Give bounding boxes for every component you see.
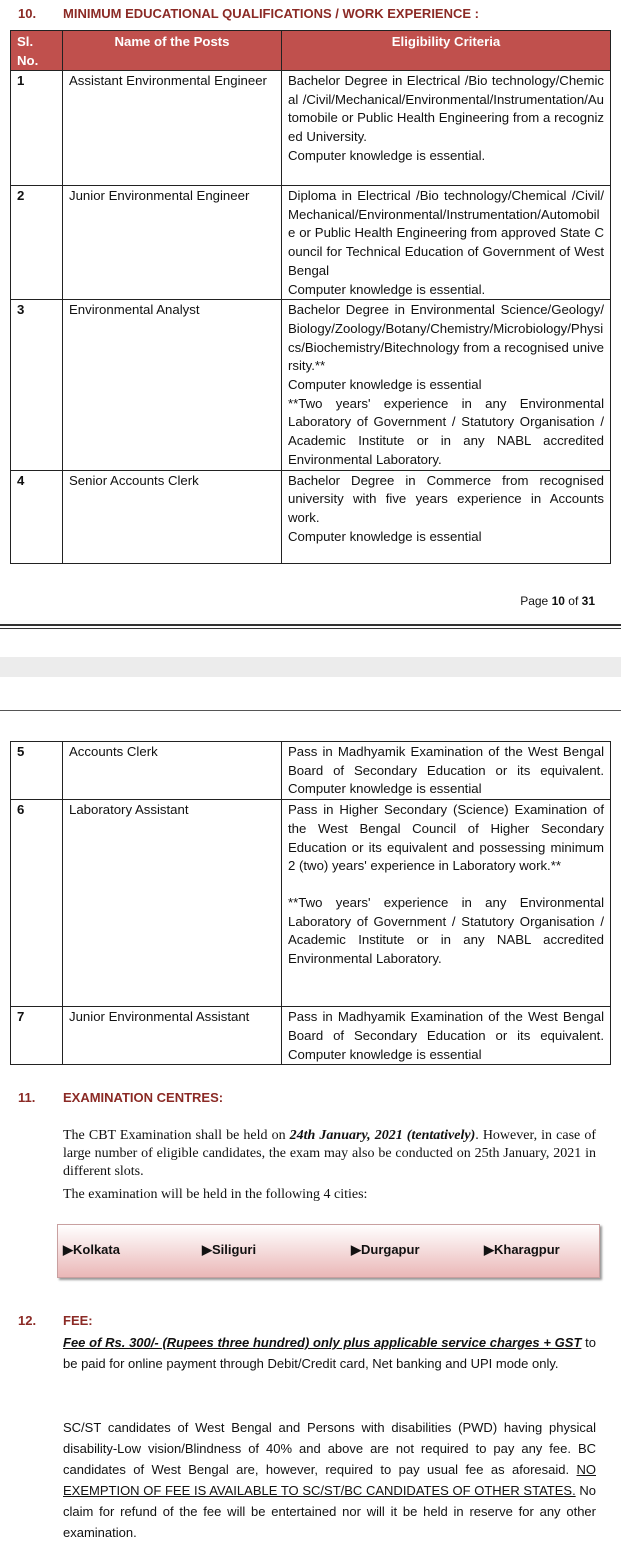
row-criteria [282,742,611,800]
qualifications-table-part2 [10,741,611,1065]
cities-intro: The examination will be held in the following 4 cities: [63,1187,368,1202]
criteria-text: Pass in Madhyamik Examination of the West Bengal Board of Secondary Education or its equivalent. Computer knowledge is essential [288,1009,604,1062]
header-post-name: Name of the Posts [63,31,282,71]
header-criteria: Eligibility Criteria [282,31,611,71]
row-post: Senior Accounts Clerk [63,470,282,563]
text: The CBT Examination shall be held on [63,1128,290,1143]
row-sl: 3 [11,300,63,470]
section-10-title: MINIMUM EDUCATIONAL QUALIFICATIONS / WORK EXPERIENCE : [63,6,479,21]
page-number [520,594,595,608]
city-kolkata [63,1242,120,1258]
criteria-text: Bachelor Degree in Electrical /Bio technology/Chemical /Civil/Mechanical/Environmental/Instrumentation/Automobile or Public Health Engineering from a recognized University. [288,73,604,145]
fee-paragraph [63,1332,596,1374]
criteria-text: Pass in Madhyamik Examination of the West Bengal Board of Secondary Education or its equivalent. Computer knowledge is essential [288,744,604,797]
row-post: Junior Environmental Assistant [63,1007,282,1065]
page-top-divider [0,710,621,711]
criteria-text: **Two years' experience in any Environmental Laboratory of Government / Statutory Organisation / Academic Institute or in any NABL accredited Environmental Laboratory. [288,894,604,967]
table-row [11,300,611,470]
section-10-number: 10. [18,6,37,21]
criteria-text: **Two years' experience in any Environmental Laboratory of Government / Statutory Organisation / Academic Institute or in any NABL accredited Environmental Laboratory. [288,395,604,467]
page-total: 31 [581,594,595,608]
city-name: Durgapur [361,1242,420,1257]
row-sl: 4 [11,470,63,563]
row-sl: 7 [11,1007,63,1065]
table-row [11,186,611,300]
row-post: Environmental Analyst [63,300,282,470]
row-post: Laboratory Assistant [63,800,282,1007]
criteria-text: Bachelor Degree in Environmental Science/Geology/Biology/Zoology/Botany/Chemistry/Microbiology/Physics/Biochemistry/Bitechnology from a recognised university.** [288,302,604,374]
text: to be paid for online payment through Debit/Credit card, Net banking and UPI mode only. [63,1335,596,1371]
triangle-bullet-icon: ▶ [202,1242,212,1257]
city-name: Kolkata [73,1242,120,1257]
cities-box [57,1224,600,1278]
row-criteria [282,470,611,563]
row-sl: 2 [11,186,63,300]
criteria-text: Computer knowledge is essential [288,377,482,393]
page-sep: of [568,594,579,608]
row-criteria [282,300,611,470]
row-sl: 1 [11,71,63,186]
exam-date-paragraph [63,1127,596,1181]
exam-date: 24th January, 2021 (tentatively) [289,1128,476,1143]
row-sl: 5 [11,742,63,800]
header-sl-no: Sl. No. [11,31,63,71]
section-12-title: FEE: [63,1313,93,1328]
city-name: Kharagpur [494,1242,560,1257]
criteria-text: Diploma in Electrical /Bio technology/Chemical /Civil/Mechanical/Environmental/Instrumentation/Automobile or Public Health Engineering from approved State Council for Technical Education of Government of West Bengal [288,188,604,278]
fee-amount: Fee of Rs. 300/- (Rupees three hundred) only plus applicable service charges + GST [63,1335,582,1350]
table-header [11,31,611,71]
table-row [11,1007,611,1065]
page-break-divider [0,624,621,629]
triangle-bullet-icon: ▶ [351,1242,361,1257]
criteria-text: Bachelor Degree in Commerce from recognised university with five years experience in Accounts work. [288,472,604,525]
row-sl: 6 [11,800,63,1007]
row-criteria [282,800,611,1007]
fee-exemption-paragraph [63,1417,596,1543]
section-11-title: EXAMINATION CENTRES: [63,1090,224,1105]
text: SC/ST candidates of West Bengal and Persons with disabilities (PWD) having physical disability-Low vision/Blindness of 40% and above are not required to pay any fee. BC candidates of West Bengal are, however, required to pay usual fee as aforesaid. [63,1420,596,1477]
criteria-text: Computer knowledge is essential. [288,147,486,163]
section-12-number: 12. [18,1313,37,1328]
text: . However, in case of large number of eligible candidates, the exam may also be conducted on 25th January, 2021 in different slots. [63,1128,596,1179]
triangle-bullet-icon: ▶ [63,1242,73,1257]
page-gap [0,657,621,677]
criteria-text: Computer knowledge is essential [288,528,482,544]
page-current: 10 [551,594,565,608]
row-post: Junior Environmental Engineer [63,186,282,300]
criteria-text: Pass in Higher Secondary (Science) Examination of the West Bengal Council of Higher Secondary Education or its equivalent and possessing minimum 2 (two) years' experience in Laboratory work.** [288,802,604,874]
row-post: Accounts Clerk [63,742,282,800]
table-row [11,470,611,563]
city-kharagpur [484,1242,560,1258]
qualifications-table-part1 [10,30,611,564]
triangle-bullet-icon: ▶ [484,1242,494,1257]
section-11-number: 11. [18,1090,36,1105]
row-criteria [282,71,611,186]
row-post: Assistant Environmental Engineer [63,71,282,186]
text: No claim for refund of the fee will be entertained nor will it be held in reserve for any other examination. [63,1483,596,1540]
city-durgapur [351,1242,420,1258]
row-criteria [282,1007,611,1065]
page-prefix: Page [520,594,549,608]
no-exemption-notice: NO EXEMPTION OF FEE IS AVAILABLE TO SC/ST/BC CANDIDATES OF OTHER STATES. [63,1462,596,1498]
criteria-text: Computer knowledge is essential. [288,281,486,297]
city-siliguri [202,1242,256,1258]
table-row [11,800,611,1007]
row-criteria [282,186,611,300]
table-row [11,742,611,800]
table-row [11,71,611,186]
city-name: Siliguri [212,1242,257,1257]
